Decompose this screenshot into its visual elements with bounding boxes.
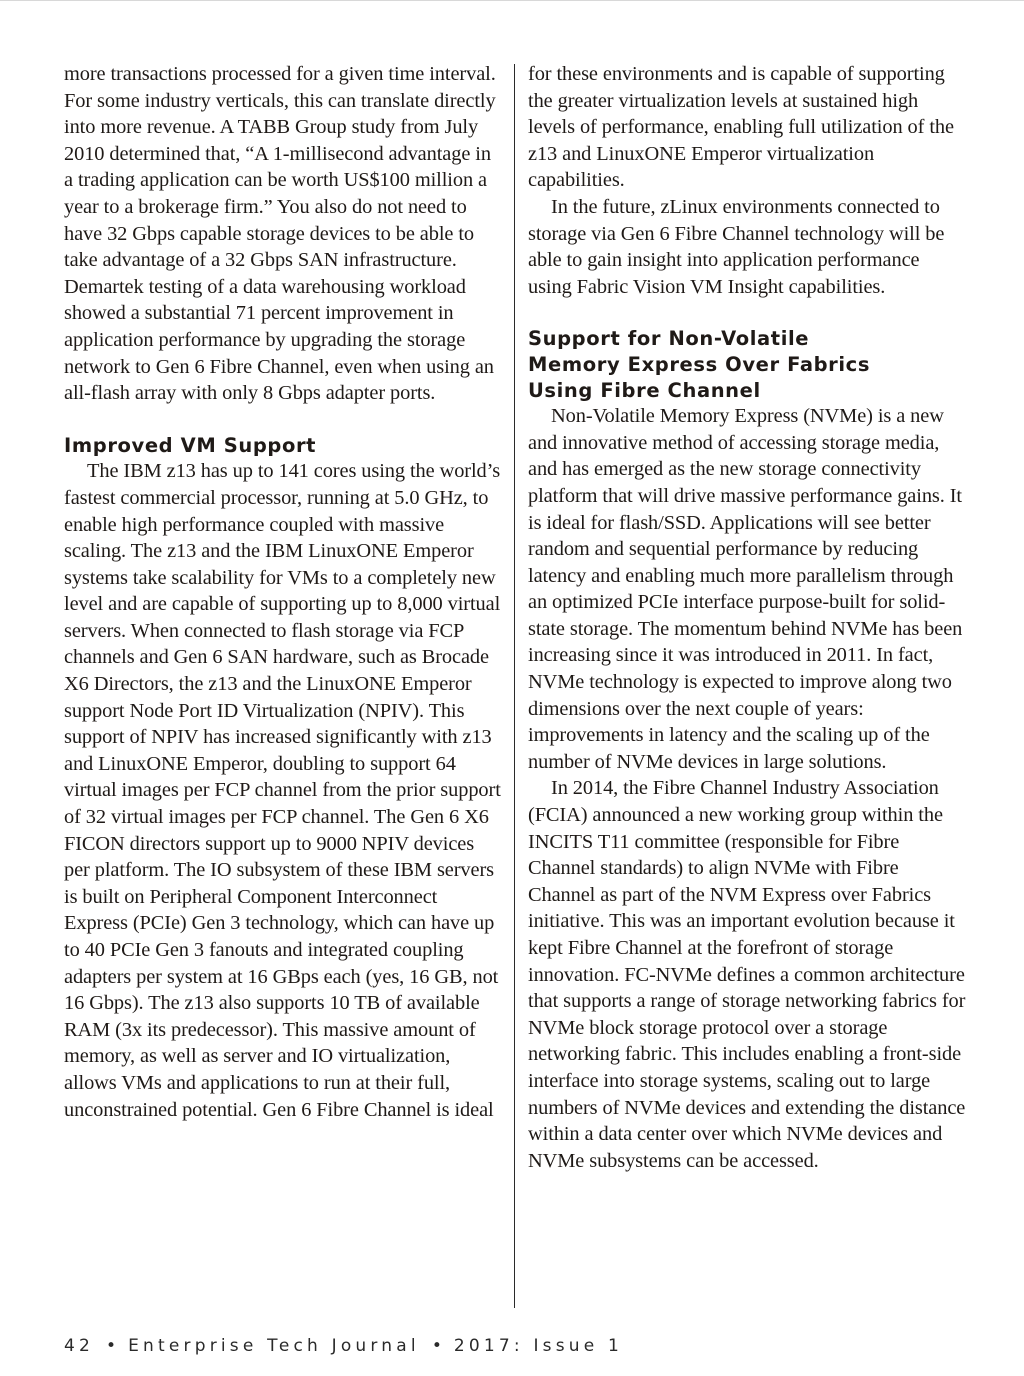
future-paragraph: In the future, zLinux environments connected to storage via Gen 6 Fibre Channel technology will be able to gain insight into application performance using Fabric Vision VM Insight capabilities.	[528, 195, 945, 298]
left-column	[64, 61, 504, 1123]
section-heading-improved-vm-support: Improved VM Support	[64, 433, 317, 457]
heading-line-2: Memory Express Over Fabrics	[528, 352, 871, 376]
section-heading-nvme-over-fabrics	[528, 326, 968, 403]
nvme-paragraph: Non-Volatile Memory Express (NVMe) is a new and innovative method of accessing storage media, and has emerged as the new storage connectivity platform that will drive massive performance gains. It is ideal for flash/SSD. Applications will see better random and sequential performance by reducing latency and enabling much more parallelism through an optimized PCIe interface purpose-built for solid-state storage. The momentum behind NVMe has been increasing since it was introduced in 2011. In fact, NVMe technology is expected to improve along two dimensions over the next couple of years: improvements in latency and the scaling up of the number of NVMe devices in large solutions.	[528, 405, 963, 773]
fcia-paragraph: In 2014, the Fibre Channel Industry Association (FCIA) announced a new working group within the INCITS T11 committee (responsible for Fibre Channel standards) to align NVMe with Fibre Channel as part of the NVM Express over Fabrics initiative. This was an important evolution because it kept Fibre Channel at the forefront of storage innovation. FC-NVMe defines a common architecture that supports a range of storage networking fabrics for NVMe block storage protocol over a storage networking fabric. This includes enabling a front-side interface into storage systems, scaling out to large numbers of NVMe devices and extending the distance within a data center over which NVMe devices and NVMe subsystems can be accessed.	[528, 777, 966, 1172]
page-footer	[64, 1336, 623, 1356]
continuation-paragraph: for these environments and is capable of supporting the greater virtualization levels at sustained high levels of performance, enabling full utilization of the z13 and LinuxONE Emperor virtualization capabilities.	[528, 63, 954, 192]
footer-bullet: •	[106, 1336, 117, 1356]
page-number: 42	[64, 1336, 95, 1356]
vm-support-paragraph: The IBM z13 has up to 141 cores using the world’s fastest commercial processor, running at 5.0 GHz, to enable high performance coupled with massive scaling. The z13 and the IBM LinuxONE Emperor systems take scalability for VMs to a completely new level and are capable of supporting up to 8,000 virtual servers. When connected to flash storage via FCP channels and Gen 6 SAN hardware, such as Brocade X6 Directors, the z13 and the LinuxONE Emperor support Node Port ID Virtualization (NPIV). This support of NPIV has increased significantly with z13 and LinuxONE Emperor, doubling to support 64 virtual images per FCP channel from the prior support of 32 virtual images per FCP channel. The Gen 6 X6 FICON directors support up to 9000 NPIV devices per platform. The IO subsystem of these IBM servers is built on Peripheral Component Interconnect Express (PCIe) Gen 3 technology, which can have up to 40 PCIe Gen 3 fanouts and integrated coupling adapters per system at 16 GBps each (yes, 16 GB, not 16 Gbps). The z13 also supports 10 TB of available RAM (3x its predecessor). This massive amount of memory, as well as server and IO virtualization, allows VMs and applications to run at their full, unconstrained potential. Gen 6 Fibre Channel is ideal	[64, 460, 501, 1121]
intro-paragraph: more transactions processed for a given time interval. For some industry verticals, this can translate directly into more revenue. A TABB Group study from July 2010 determined that, “A 1-millisecond advantage in a trading application can be worth US$100 million a year to a brokerage firm.” You also do not need to have 32 Gbps capable storage devices to be able to take advantage of a 32 Gbps SAN infrastructure. Demartek testing of a data warehousing workload showed a substantial 71 percent improvement in application performance by upgrading the storage network to Gen 6 Fibre Channel, even when using an all-flash array with only 8 Gbps adapter ports.	[64, 63, 496, 405]
page-top-edge	[0, 0, 1024, 7]
heading-line-3: Using Fibre Channel	[528, 378, 761, 402]
column-divider	[514, 64, 515, 1308]
heading-line-1: Support for Non-Volatile	[528, 327, 810, 351]
publication-name: Enterprise Tech Journal	[128, 1336, 420, 1356]
issue-label: 2017: Issue 1	[453, 1336, 624, 1356]
right-column	[528, 61, 968, 1174]
footer-bullet: •	[431, 1336, 442, 1356]
